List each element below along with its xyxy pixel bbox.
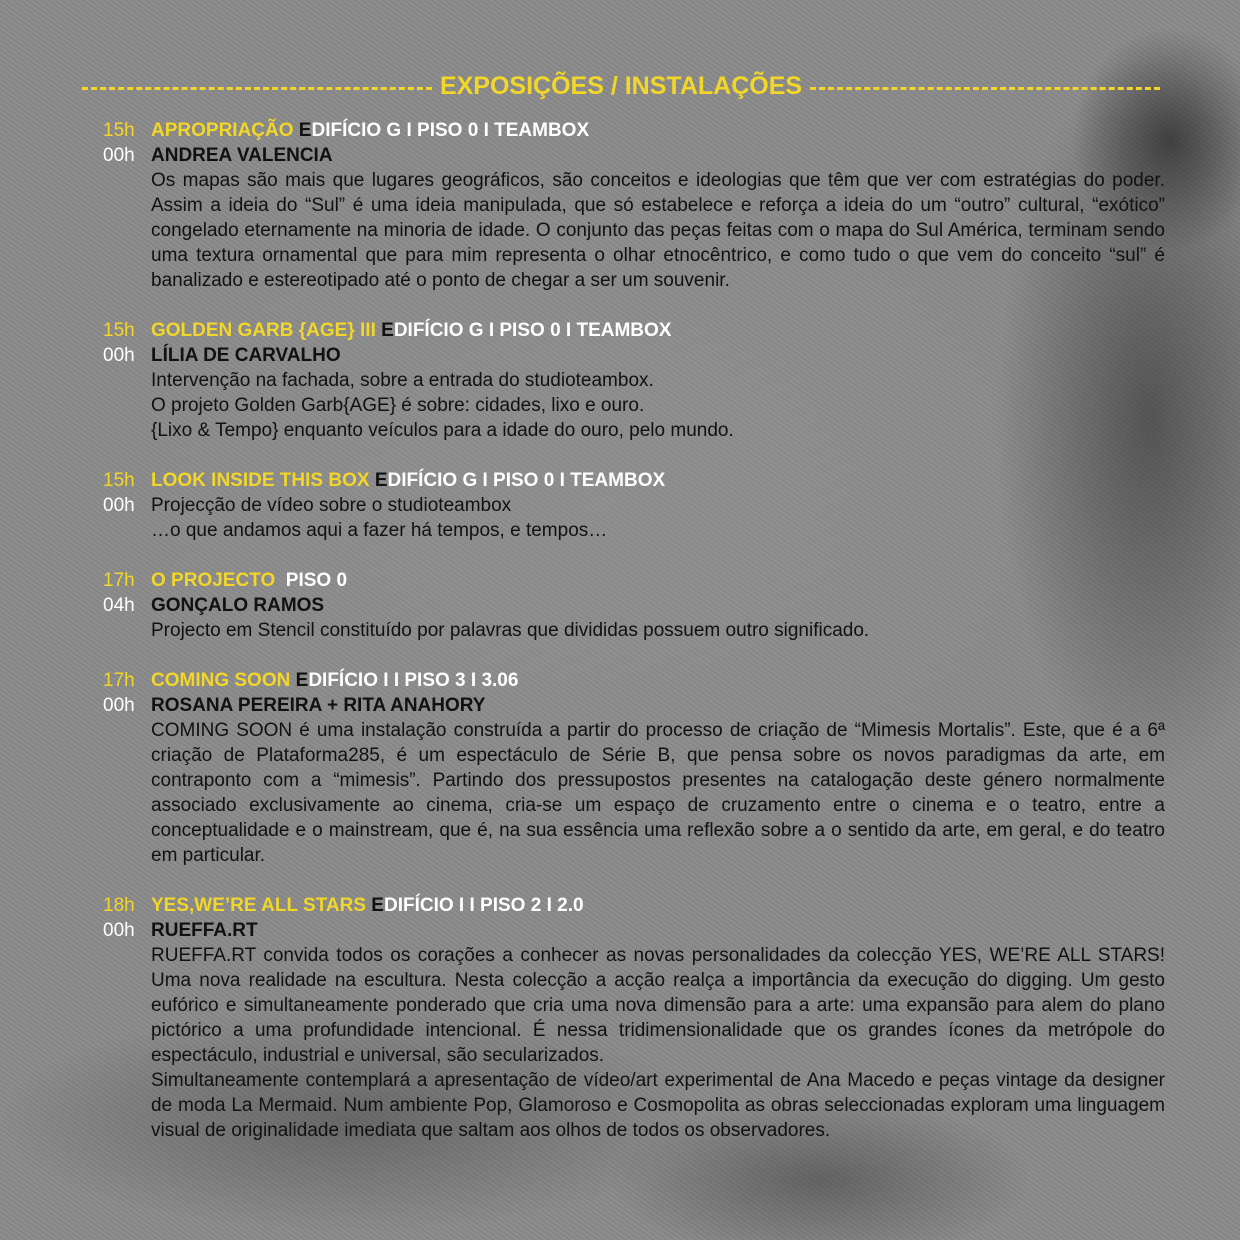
time-range — [103, 668, 135, 718]
description-line: O projeto Golden Garb{AGE} é sobre: cidades, lixo e ouro. — [151, 395, 645, 416]
header-dashes-right — [810, 87, 1160, 90]
entry-title: GOLDEN GARB {AGE} III — [151, 320, 376, 341]
entry-heading — [151, 468, 1165, 493]
start-time: 17h — [103, 570, 135, 591]
entry-location: DIFÍCIO I I PISO 3 I 3.06 — [308, 670, 519, 691]
program-entry — [103, 893, 1165, 1143]
entry-location: DIFÍCIO G I PISO 0 I TEAMBOX — [387, 470, 666, 491]
time-range — [103, 893, 135, 943]
location-initial: E — [381, 320, 394, 341]
artist-name: RUEFFA.RT — [151, 920, 258, 941]
entry-heading — [151, 568, 1165, 593]
program-entry — [103, 568, 1165, 643]
entry-description: Os mapas são mais que lugares geográficos, são conceitos e ideologias que têm que ver com estratégias do poder. Assim a ideia do “Sul” é uma ideia manipulada, que só estabelece e reforça a ideia do um “outro” cultural, “exótico” congelado eternamente na minoria de idade. O conjunto das peças feitas com o mapa do Sul América, terminam sendo uma textura ornamental que para mim representa o olhar etnocêntrico, e como tudo o que vem do conceito “sul” é banalizado e estereotipado até o ponto de chegar a ser um souvenir. — [151, 170, 1165, 291]
description-paragraph: Simultaneamente contemplará a apresentação de vídeo/art experimental de Ana Macedo e peças vintage da designer de moda La Mermaid. Num ambiente Pop, Glamoroso e Cosmopolita as obras seleccionadas exploram uma linguagem visual de originalidade imediata que saltam aos olhos de todos os observadores. — [151, 1070, 1165, 1141]
program-entry — [103, 118, 1165, 293]
description-paragraph: RUEFFA.RT convida todos os corações a conhecer as novas personalidades da colecção YES, WE’RE ALL STARS! Uma nova realidade na escultura. Nesta colecção a acção realça a importância da execução do digging. Um gesto eufórico e simultaneamente ponderado que cria uma nova dimensão para a arte: uma expansão para alem do plano pictórico a uma profundidade intencional. É nessa tridimensionalidade que os grandes ícones da metrópole do espectáculo, industrial e universal, são secularizados. — [151, 945, 1165, 1066]
artist-name: ROSANA PEREIRA + RITA ANAHORY — [151, 695, 486, 716]
end-time: 04h — [103, 595, 135, 616]
start-time: 17h — [103, 670, 135, 691]
entry-title: APROPRIAÇÃO — [151, 120, 294, 141]
description-line: {Lixo & Tempo} enquanto veículos para a idade do ouro, pelo mundo. — [151, 420, 734, 441]
section-header — [82, 70, 1160, 102]
program-list — [103, 118, 1165, 1168]
entry-heading — [151, 318, 1165, 343]
entry-description — [151, 368, 1165, 443]
entry-location: PISO 0 — [285, 570, 348, 591]
program-entry — [103, 668, 1165, 868]
end-time: 00h — [103, 345, 135, 366]
program-entry — [103, 468, 1165, 543]
entry-heading — [151, 668, 1165, 693]
artist-name: GONÇALO RAMOS — [151, 595, 325, 616]
artist-name: LÍLIA DE CARVALHO — [151, 345, 341, 366]
entry-title: COMING SOON — [151, 670, 291, 691]
end-time: 00h — [103, 495, 135, 516]
time-range — [103, 568, 135, 618]
program-entry — [103, 318, 1165, 443]
start-time: 18h — [103, 895, 135, 916]
section-title: EXPOSIÇÕES / INSTALAÇÕES — [439, 71, 803, 100]
start-time: 15h — [103, 470, 135, 491]
description-line: …o que andamos aqui a fazer há tempos, e tempos… — [151, 520, 608, 541]
entry-description — [151, 493, 1165, 543]
location-initial: E — [371, 895, 384, 916]
start-time: 15h — [103, 120, 135, 141]
entry-heading — [151, 893, 1165, 918]
location-initial: E — [295, 670, 309, 691]
artist-name: ANDREA VALENCIA — [151, 145, 333, 166]
description-line: Projecção de vídeo sobre o studioteambox — [151, 495, 512, 516]
description-line: Intervenção na fachada, sobre a entrada do studioteambox. — [151, 370, 654, 391]
start-time: 15h — [103, 320, 135, 341]
time-range — [103, 118, 135, 168]
entry-heading — [151, 118, 1165, 143]
entry-location: DIFÍCIO G I PISO 0 I TEAMBOX — [311, 120, 590, 141]
header-dashes-left — [82, 87, 432, 90]
time-range — [103, 468, 135, 518]
entry-description — [151, 618, 1165, 643]
time-range — [103, 318, 135, 368]
entry-description: COMING SOON é uma instalação construída a partir do processo de criação de “Mimesis Mortalis”. Este, que é a 6ª criação de Plataforma285, é um espectáculo de Série B, que pensa sobre os novos paradigmas da arte, em contraponto com a “mimesis”. Partindo dos pressupostos presentes na catalogação deste género normalmente associado exclusivamente ao cinema, cria-se um espaço de cruzamento entre o cinema e o teatro, entre a conceptualidade e o mainstream, que é, na sua essência uma reflexão sobre a o sentido da arte, em geral, e do teatro em particular. — [151, 720, 1165, 866]
entry-title: O PROJECTO — [151, 570, 276, 591]
location-initial: E — [374, 470, 388, 491]
location-initial: E — [298, 120, 312, 141]
end-time: 00h — [103, 145, 135, 166]
entry-title: LOOK INSIDE THIS BOX — [151, 470, 370, 491]
end-time: 00h — [103, 695, 135, 716]
entry-description — [151, 943, 1165, 1143]
entry-title: YES,WE’RE ALL STARS — [151, 895, 367, 916]
entry-location: DIFÍCIO G I PISO 0 I TEAMBOX — [393, 320, 672, 341]
end-time: 00h — [103, 920, 135, 941]
entry-location: DIFÍCIO I I PISO 2 I 2.0 — [383, 895, 584, 916]
description-line: Projecto em Stencil constituído por palavras que divididas possuem outro significado. — [151, 620, 870, 641]
